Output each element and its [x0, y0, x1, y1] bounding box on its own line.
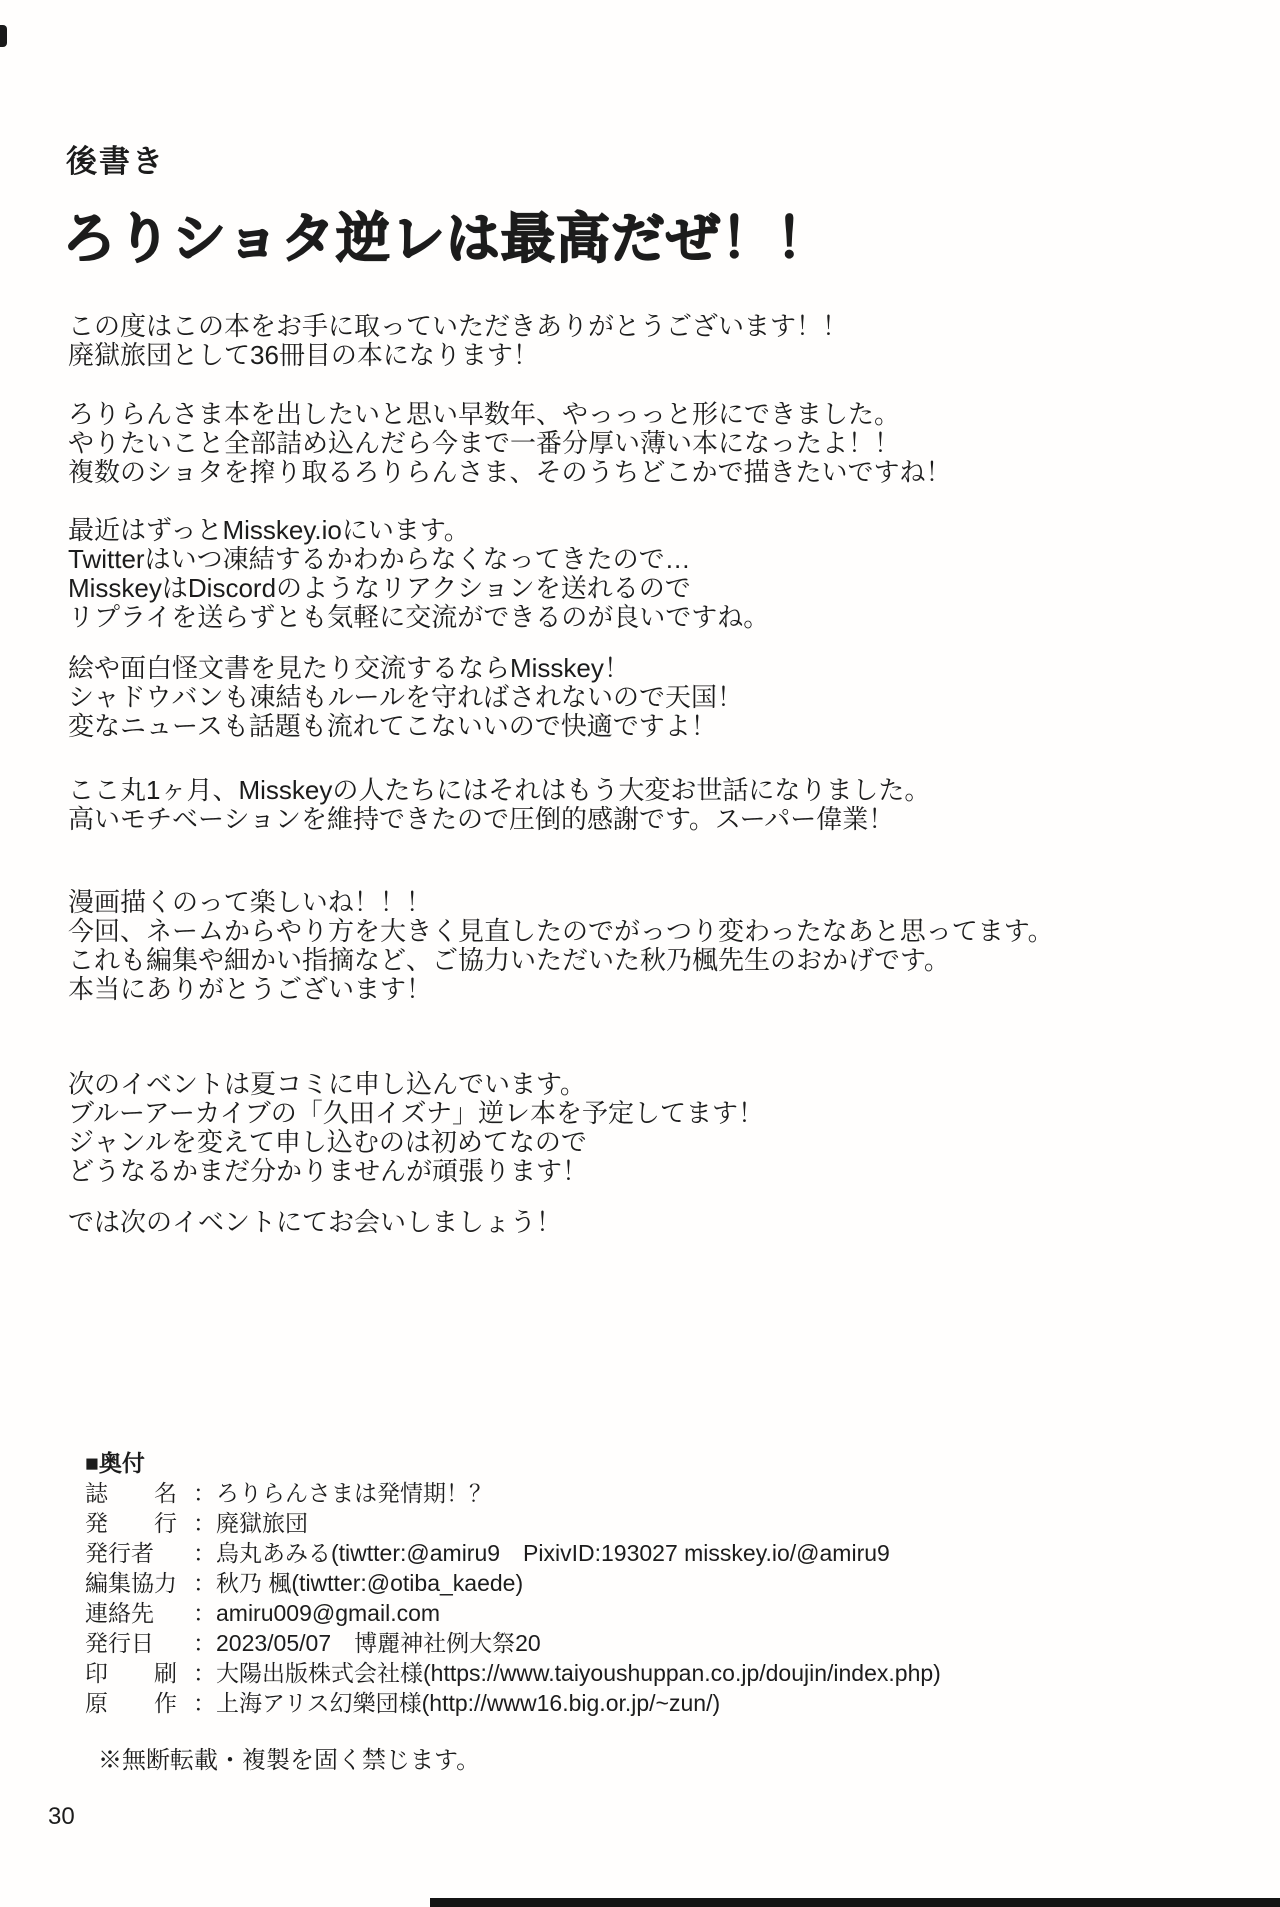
- text-line: MisskeyはDiscordのようなリアクションを送れるので: [68, 573, 691, 603]
- colophon-row-contact: [85, 1598, 941, 1628]
- text-line: 高いモチベーションを維持できたので圧倒的感謝です。スーパー偉業！: [68, 804, 895, 834]
- colophon: [85, 1448, 941, 1718]
- scan-artifact: [0, 25, 7, 47]
- text-line: Twitterはいつ凍結するかわからなくなってきたので…: [68, 544, 691, 574]
- text-line: これも編集や細かい指摘など、ご協力いただいた秋乃楓先生のおかげです。: [68, 945, 950, 975]
- paragraph-gratitude: [68, 776, 930, 834]
- afterword-section-label: 後書き: [66, 144, 165, 179]
- paragraph-manga: [68, 888, 1054, 1004]
- text-line: では次のイベントにてお会いしましょう！: [68, 1207, 563, 1237]
- afterword-title: ろりショタ逆レは最高だぜ！！: [62, 209, 831, 269]
- colophon-row-original-work: [85, 1688, 941, 1718]
- paragraph-thanks: [68, 312, 848, 370]
- colophon-value: ：烏丸あみる(tiwtter:@amiru9 PixivID:193027 misskey.io/@amiru9: [193, 1540, 890, 1566]
- text-line: どうなるかまだ分かりませんが頑張ります！: [68, 1156, 589, 1186]
- colophon-label: 連絡先: [85, 1600, 177, 1626]
- colophon-value: ：秋乃 楓(tiwtter:@otiba_kaede): [193, 1570, 524, 1596]
- colophon-row-publisher-circle: [85, 1508, 941, 1538]
- colophon-row-publish-date: [85, 1628, 941, 1658]
- text-line: 変なニュースも話題も流れてこないいので快適ですよ！: [68, 711, 717, 741]
- colophon-label: 発 行: [85, 1510, 177, 1536]
- copyright-notice: ※無断転載・複製を固く禁じます。: [98, 1747, 481, 1774]
- paragraph-misskey: [68, 516, 769, 632]
- text-line: リプライを送らずとも気軽に交流ができるのが良いですね。: [68, 602, 770, 632]
- text-line: 本当にありがとうございます！: [68, 974, 433, 1004]
- paragraph-misskey-praise: [68, 654, 743, 741]
- colophon-label: 編集協力: [85, 1570, 177, 1596]
- colophon-value: ：amiru009@gmail.com: [193, 1600, 441, 1626]
- colophon-label: 発行者: [85, 1540, 177, 1566]
- colophon-label: 原 作: [85, 1690, 177, 1716]
- text-line: 絵や面白怪文書を見たり交流するならMisskey！: [68, 653, 630, 683]
- scan-edge-bar: [430, 1898, 1280, 1907]
- text-line: 複数のショタを搾り取るろりらんさま、そのうちどこかで描きたいですね！: [68, 457, 952, 487]
- text-line: ジャンルを変えて申し込むのは初めてなので: [68, 1127, 587, 1157]
- text-line: ろりらんさま本を出したいと思い早数年、やっっっと形にできました。: [68, 399, 901, 429]
- colophon-value: ：廃獄旅団: [193, 1510, 308, 1536]
- paragraph-next-event: [68, 1070, 764, 1186]
- text-line: ここ丸1ヶ月、Misskeyの人たちにはそれはもう大変お世話になりました。: [68, 775, 931, 805]
- colophon-value: ：大陽出版株式会社様(https://www.taiyoushuppan.co.jp/doujin/index.php): [193, 1660, 941, 1686]
- colophon-value: ：2023/05/07 博麗神社例大祭20: [193, 1630, 541, 1656]
- page-number: 30: [48, 1803, 75, 1830]
- text-line: ブルーアーカイブの「久田イズナ」逆レ本を予定してます！: [68, 1098, 765, 1128]
- colophon-row-editor: [85, 1568, 941, 1598]
- colophon-label: 発行日: [85, 1630, 177, 1656]
- text-line: シャドウバンも凍結もルールを守ればされないので天国！: [68, 682, 743, 712]
- colophon-value: ：ろりらんさまは発情期！？: [193, 1480, 492, 1506]
- paragraph-book: [68, 400, 951, 487]
- colophon-row-author: [85, 1538, 941, 1568]
- colophon-label: 印 刷: [85, 1660, 177, 1686]
- text-line: 漫画描くのって楽しいね！！！: [68, 887, 432, 917]
- text-line: 今回、ネームからやり方を大きく見直したのでがっつり変わったなあと思ってます。: [68, 916, 1054, 946]
- paragraph-farewell: [68, 1208, 562, 1237]
- text-line: 廃獄旅団として36冊目の本になります！: [68, 340, 539, 370]
- text-line: 最近はずっとMisskey.ioにいます。: [68, 515, 470, 545]
- text-line: 次のイベントは夏コミに申し込んでいます。: [68, 1069, 586, 1099]
- colophon-header: ■奥付: [85, 1450, 145, 1476]
- colophon-value: ：上海アリス幻樂団様(http://www16.big.or.jp/~zun/): [193, 1690, 721, 1716]
- colophon-row-title: [85, 1478, 941, 1508]
- text-line: この度はこの本をお手に取っていただきありがとうございます！！: [68, 311, 849, 341]
- colophon-label: 誌 名: [85, 1480, 177, 1506]
- colophon-row-printer: [85, 1658, 941, 1688]
- text-line: やりたいこと全部詰め込んだら今まで一番分厚い薄い本になったよ！！: [68, 428, 901, 458]
